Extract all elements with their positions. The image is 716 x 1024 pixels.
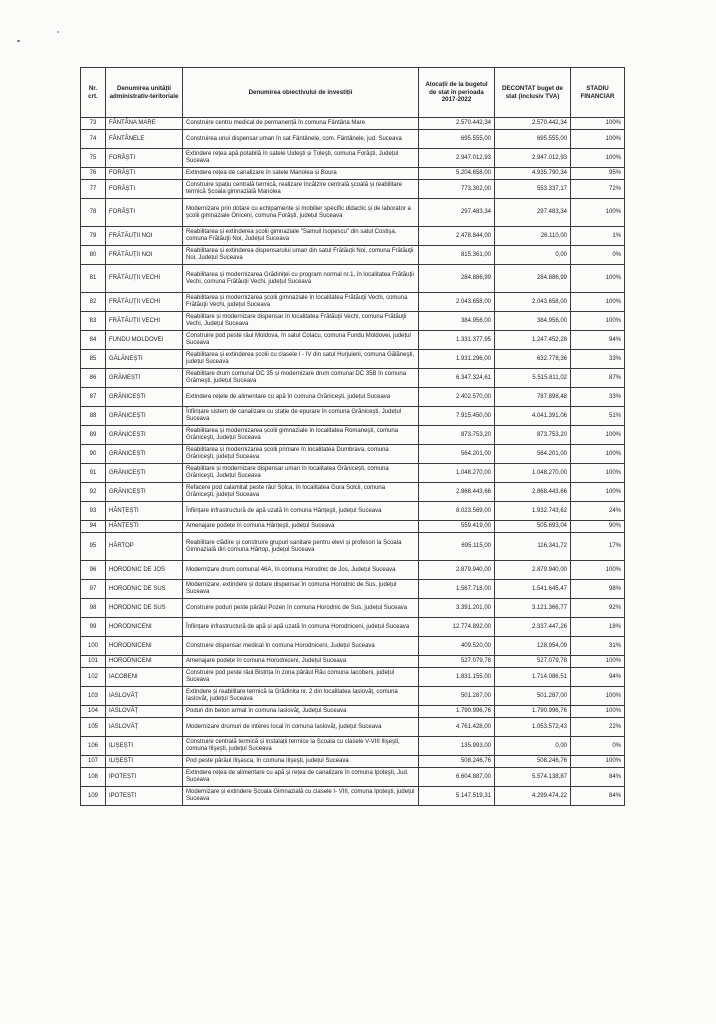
header-unitate: Denumirea unității administrativ-teritoriale (106, 68, 183, 118)
row-settled: 4.041.391,06 (495, 407, 571, 426)
row-unit-name: GRĂNICEȘTI (106, 407, 183, 426)
row-objective: Construire centru medical de permanență în comuna Fântâna Mare (183, 118, 419, 130)
row-unit-name: HORODNICENI (106, 637, 183, 656)
row-allocated: 1.048.270,00 (419, 464, 495, 483)
row-number: 92 (81, 483, 106, 502)
row-allocated: 409.520,00 (419, 637, 495, 656)
row-financial-status: 94% (571, 668, 625, 687)
row-settled: 2.868.443,66 (495, 483, 571, 502)
row-number: 97 (81, 580, 106, 599)
row-allocated: 5.147.519,31 (419, 787, 495, 806)
row-objective: Reabilitare drum comunal DC 35 și modernizare drum comunal DC 35B în comuna Grămeşti, județul Suceava (183, 369, 419, 388)
row-financial-status: 24% (571, 502, 625, 521)
row-number: 74 (81, 130, 106, 149)
row-financial-status: 100% (571, 756, 625, 768)
row-settled: 564.201,00 (495, 445, 571, 464)
row-allocated: 1.831.155,00 (419, 668, 495, 687)
table-row (81, 464, 625, 483)
row-number: 86 (81, 369, 106, 388)
row-unit-name: FRĂTĂUȚII VECHI (106, 312, 183, 331)
table-row (81, 718, 625, 737)
row-unit-name: GĂLĂNEȘTI (106, 350, 183, 369)
row-number: 99 (81, 618, 106, 637)
row-objective: Refacere pod calamitat peste râul Solca, în localitatea Gura Solcii, comuna Grăniceşti, județul Suceava (183, 483, 419, 502)
row-number: 83 (81, 312, 106, 331)
row-allocated: 695.555,00 (419, 130, 495, 149)
row-number: 101 (81, 656, 106, 668)
row-number: 100 (81, 637, 106, 656)
table-row (81, 502, 625, 521)
header-stadiu: STADIU FINANCIAR (571, 68, 625, 118)
row-objective: Reabilitarea și extinderea școlii gimnaziale "Samuil Isopescu" din satul Costişa, comuna Frătăuţii Noi, Județul Suceava (183, 227, 419, 246)
row-settled: 128.954,09 (495, 637, 571, 656)
row-objective: Construire centrală termică și instalații termice la Școala cu clasele V-VIII Ilişeşti, comuna Ilişeşti, județul Suceava (183, 737, 419, 756)
row-objective: Reabilitare și modernizare dispensar în localitatea Frătăuţii Vechi, comuna Frătăuţii Vechi, Județul Suceava (183, 312, 419, 331)
row-number: 81 (81, 265, 106, 293)
row-settled: 0,00 (495, 737, 571, 756)
row-settled: 1.790.996,76 (495, 706, 571, 718)
row-allocated: 815.361,00 (419, 246, 495, 265)
row-objective: Extindere și reabilitare termică la Grădinița nr. 2 din localitatea Iaslovăț, comuna Iaslovăț, județul Suceava (183, 687, 419, 706)
row-settled: 2.879.940,00 (495, 561, 571, 580)
row-unit-name: IACOBENI (106, 668, 183, 687)
row-settled: 501.287,00 (495, 687, 571, 706)
row-settled: 297.483,34 (495, 199, 571, 227)
table-row (81, 787, 625, 806)
row-financial-status: 100% (571, 464, 625, 483)
row-objective: Înființare infrastructură de apă și apă uzată în comuna Horodniceni, județul Suceava (183, 618, 419, 637)
table-row (81, 350, 625, 369)
row-allocated: 527.079,78 (419, 656, 495, 668)
row-number: 108 (81, 768, 106, 787)
row-unit-name: GRĂNICEȘTI (106, 388, 183, 407)
row-financial-status: 100% (571, 687, 625, 706)
table-row (81, 768, 625, 787)
row-objective: Poduri din beton armat în comuna Iaslovăț, Județul Suceava (183, 706, 419, 718)
row-objective: Pod peste pârâul Ilişasca, în comuna Ilişeşti, județul Suceava (183, 756, 419, 768)
row-number: 84 (81, 331, 106, 350)
row-unit-name: HORODNIC DE SUS (106, 580, 183, 599)
row-settled: 1.932.743,62 (495, 502, 571, 521)
row-settled: 1.247.452,28 (495, 331, 571, 350)
row-financial-status: 100% (571, 265, 625, 293)
row-settled: 1.714.086,51 (495, 668, 571, 687)
row-number: 76 (81, 168, 106, 180)
row-allocated: 135.993,00 (419, 737, 495, 756)
row-financial-status: 100% (571, 130, 625, 149)
row-number: 93 (81, 502, 106, 521)
row-unit-name: FUNDU MOLDOVEI (106, 331, 183, 350)
row-number: 109 (81, 787, 106, 806)
row-unit-name: HÂNȚEȘTI (106, 502, 183, 521)
header-decontat: DECONTAT buget de stat (inclusiv TVA) (495, 68, 571, 118)
table-row (81, 483, 625, 502)
row-objective: Extindere rețele de alimentare cu apă în comuna Grăniceşti, județul Suceava (183, 388, 419, 407)
table-row (81, 246, 625, 265)
row-financial-status: 31% (571, 637, 625, 656)
row-allocated: 297.483,34 (419, 199, 495, 227)
row-settled: 5.574.138,87 (495, 768, 571, 787)
row-allocated: 284.886,99 (419, 265, 495, 293)
row-unit-name: FÂNTÂNELE (106, 130, 183, 149)
table-row (81, 445, 625, 464)
table-row (81, 426, 625, 445)
row-financial-status: 51% (571, 407, 625, 426)
row-settled: 1.053.572,43 (495, 718, 571, 737)
row-objective: Reabilitarea și modernizarea școlii primare în localitatea Dumbrava, comuna Grăniceşti, județul Suceava (183, 445, 419, 464)
row-unit-name: HORODNIC DE JOS (106, 561, 183, 580)
row-allocated: 873.753,20 (419, 426, 495, 445)
table-row (81, 561, 625, 580)
row-settled: 2.337.447,26 (495, 618, 571, 637)
row-unit-name: FÂNTÂNA MARE (106, 118, 183, 130)
row-settled: 1.048.270,00 (495, 464, 571, 483)
header-alocatii: Alocații de la bugetul de stat în perioada 2017-2022 (419, 68, 495, 118)
row-objective: Construire pod peste râul Bistrița în zona pârâul Rău comuna Iacobeni, județul Suceava (183, 668, 419, 687)
row-number: 96 (81, 561, 106, 580)
row-number: 78 (81, 199, 106, 227)
row-financial-status: 98% (571, 580, 625, 599)
scan-speck (57, 31, 59, 33)
table-row (81, 618, 625, 637)
row-allocated: 1.331.377,95 (419, 331, 495, 350)
row-financial-status: 100% (571, 118, 625, 130)
row-unit-name: HÂNȚEȘTI (106, 521, 183, 533)
row-unit-name: IPOTEȘTI (106, 768, 183, 787)
row-settled: 384.956,00 (495, 312, 571, 331)
row-objective: Înființare sistem de canalizare cu stație de epurare în comuna Grăniceşti, Județul Suceava (183, 407, 419, 426)
row-unit-name: FORĂȘTI (106, 149, 183, 168)
row-number: 87 (81, 388, 106, 407)
row-unit-name: FORĂȘTI (106, 199, 183, 227)
row-number: 82 (81, 293, 106, 312)
investments-table (80, 67, 625, 806)
row-financial-status: 0% (571, 246, 625, 265)
header-obiectiv: Denumirea obiectivului de investiții (183, 68, 419, 118)
row-allocated: 6.604.887,00 (419, 768, 495, 787)
row-financial-status: 1% (571, 227, 625, 246)
row-number: 95 (81, 533, 106, 561)
row-settled: 632.778,36 (495, 350, 571, 369)
table-row (81, 180, 625, 199)
row-number: 79 (81, 227, 106, 246)
row-objective: Reabilitarea și modernizarea școlii gimnaziale în localitatea Frătăuţii Vechi, comuna Frătăuţii Vechi, județul Suceava (183, 293, 419, 312)
table-row (81, 637, 625, 656)
row-settled: 695.555,00 (495, 130, 571, 149)
table-row (81, 118, 625, 130)
row-financial-status: 72% (571, 180, 625, 199)
table-row (81, 737, 625, 756)
row-allocated: 773.302,00 (419, 180, 495, 199)
row-settled: 4.935.790,34 (495, 168, 571, 180)
row-financial-status: 33% (571, 350, 625, 369)
row-settled: 505.693,04 (495, 521, 571, 533)
row-unit-name: GRĂMEȘTI (106, 369, 183, 388)
row-number: 88 (81, 407, 106, 426)
table-row (81, 756, 625, 768)
row-settled: 0,00 (495, 246, 571, 265)
row-objective: Reabilitarea și modernizarea școlii gimnaziale în localitatea Romaneşti, comuna Grăniceşti, Județul Suceava (183, 426, 419, 445)
row-settled: 26.110,00 (495, 227, 571, 246)
row-number: 105 (81, 718, 106, 737)
row-number: 98 (81, 599, 106, 618)
row-financial-status: 100% (571, 426, 625, 445)
row-unit-name: GRĂNICEȘTI (106, 483, 183, 502)
row-financial-status: 100% (571, 149, 625, 168)
row-number: 106 (81, 737, 106, 756)
row-settled: 508.246,76 (495, 756, 571, 768)
table-row (81, 687, 625, 706)
table-row (81, 599, 625, 618)
row-objective: Înființare infrastructură de apă uzată în comuna Hânțeşti, județul Suceava (183, 502, 419, 521)
row-settled: 284.886,99 (495, 265, 571, 293)
row-unit-name: FRĂTĂUȚII VECHI (106, 293, 183, 312)
row-allocated: 2.868.443,66 (419, 483, 495, 502)
row-financial-status: 100% (571, 312, 625, 331)
table-row (81, 580, 625, 599)
table-row (81, 388, 625, 407)
row-number: 89 (81, 426, 106, 445)
row-objective: Reabilitarea și extinderea școlii cu clasele I - IV din satul Hurjuieni, comuna Gălăneşti, județul Suceava (183, 350, 419, 369)
table-row (81, 407, 625, 426)
row-financial-status: 100% (571, 561, 625, 580)
row-unit-name: IASLOVĂȚ (106, 687, 183, 706)
row-objective: Extindere rețea apă potabilă în satele Uideşti și Țoleşti, comuna Forăşti, Județul Suceava (183, 149, 419, 168)
row-unit-name: IASLOVĂȚ (106, 718, 183, 737)
row-unit-name: HORODNICENI (106, 656, 183, 668)
row-financial-status: 100% (571, 445, 625, 464)
row-unit-name: FORĂȘTI (106, 168, 183, 180)
row-number: 75 (81, 149, 106, 168)
table-row (81, 130, 625, 149)
row-number: 94 (81, 521, 106, 533)
row-allocated: 5.204.658,00 (419, 168, 495, 180)
row-objective: Construire pod peste râul Moldova, în satul Colacu, comuna Fundu Moldovei, județul Suceava (183, 331, 419, 350)
row-financial-status: 33% (571, 388, 625, 407)
row-unit-name: HORODNIC DE SUS (106, 599, 183, 618)
row-unit-name: FRĂTĂUȚII NOI (106, 246, 183, 265)
row-settled: 553.337,17 (495, 180, 571, 199)
row-settled: 116.341,72 (495, 533, 571, 561)
table-row (81, 293, 625, 312)
table-row (81, 227, 625, 246)
row-unit-name: FRĂTĂUȚII VECHI (106, 265, 183, 293)
row-number: 107 (81, 756, 106, 768)
row-number: 102 (81, 668, 106, 687)
row-allocated: 2.478.844,00 (419, 227, 495, 246)
table-row (81, 331, 625, 350)
row-allocated: 12.774.892,00 (419, 618, 495, 637)
row-allocated: 384.956,00 (419, 312, 495, 331)
row-allocated: 501.287,00 (419, 687, 495, 706)
table-row (81, 706, 625, 718)
table-row (81, 312, 625, 331)
table-row (81, 199, 625, 227)
row-allocated: 3.391.201,00 (419, 599, 495, 618)
row-financial-status: 92% (571, 599, 625, 618)
row-objective: Extindere rețea de alimentare cu apă și rețea de canalizare în comuna Ipoteşti, Jud. Suceava (183, 768, 419, 787)
row-number: 80 (81, 246, 106, 265)
row-number: 85 (81, 350, 106, 369)
row-financial-status: 100% (571, 483, 625, 502)
row-allocated: 695.115,00 (419, 533, 495, 561)
row-financial-status: 100% (571, 293, 625, 312)
row-allocated: 508.246,76 (419, 756, 495, 768)
row-objective: Modernizare drumuri de interes local în comuna Iaslovăț, județul Suceava (183, 718, 419, 737)
row-settled: 873.753,20 (495, 426, 571, 445)
row-financial-status: 18% (571, 618, 625, 637)
table-row (81, 369, 625, 388)
row-objective: Reabilitarea și extinderea dispensarului uman din satul Frătăuții Noi, comuna Frătăuţii Noi, Județul Suceava (183, 246, 419, 265)
table-row (81, 521, 625, 533)
row-objective: Construire dispensar medical în comuna Horodniceni, Județul Suceava (183, 637, 419, 656)
row-number: 90 (81, 445, 106, 464)
row-financial-status: 17% (571, 533, 625, 561)
row-financial-status: 0% (571, 737, 625, 756)
row-financial-status: 90% (571, 521, 625, 533)
row-settled: 2.947.012,93 (495, 149, 571, 168)
row-allocated: 2.570.442,34 (419, 118, 495, 130)
row-allocated: 2.947.012,93 (419, 149, 495, 168)
row-settled: 1.541.645,47 (495, 580, 571, 599)
row-financial-status: 87% (571, 369, 625, 388)
row-objective: Extindere rețea de canalizare în satele Manolea și Boura (183, 168, 419, 180)
table-row (81, 149, 625, 168)
row-unit-name: IASLOVĂȚ (106, 706, 183, 718)
row-objective: Construire poduri peste pârâul Pozen în comuna Horodnic de Sus, județul Suceava (183, 599, 419, 618)
row-unit-name: HÂRTOP (106, 533, 183, 561)
table-row (81, 168, 625, 180)
table-row (81, 265, 625, 293)
scan-speck (17, 40, 20, 42)
row-number: 103 (81, 687, 106, 706)
row-unit-name: GRĂNICEȘTI (106, 464, 183, 483)
row-settled: 5.515.811,02 (495, 369, 571, 388)
row-number: 73 (81, 118, 106, 130)
row-financial-status: 100% (571, 656, 625, 668)
row-settled: 2.043.658,00 (495, 293, 571, 312)
row-allocated: 2.043.658,00 (419, 293, 495, 312)
row-unit-name: IPOTEȘTI (106, 787, 183, 806)
row-allocated: 1.931.296,00 (419, 350, 495, 369)
row-financial-status: 84% (571, 768, 625, 787)
row-settled: 787.898,48 (495, 388, 571, 407)
row-allocated: 2.879.940,00 (419, 561, 495, 580)
row-allocated: 8.023.569,00 (419, 502, 495, 521)
row-objective: Modernizare drum comunal 46A, în comuna Horodnic de Jos, Județul Suceava (183, 561, 419, 580)
row-settled: 3.121.366,77 (495, 599, 571, 618)
row-allocated: 1.790.996,76 (419, 706, 495, 718)
row-unit-name: FRĂTĂUȚII NOI (106, 227, 183, 246)
row-objective: Amenajare podețe în comuna Hânțeşti, județul Suceava (183, 521, 419, 533)
row-unit-name: GRĂNICEȘTI (106, 426, 183, 445)
row-settled: 2.570.442,34 (495, 118, 571, 130)
row-unit-name: FORĂȘTI (106, 180, 183, 199)
table-body (81, 118, 625, 806)
row-unit-name: GRĂNICEȘTI (106, 445, 183, 464)
row-objective: Reabilitarea și modernizarea Grădiniței cu program normal nr.1, în localitatea Frătăuții Vechi, comuna Frătăuții Vechi, județul Suceava (183, 265, 419, 293)
row-number: 91 (81, 464, 106, 483)
header-nr: Nr. crt. (81, 68, 106, 118)
table-row (81, 668, 625, 687)
row-financial-status: 100% (571, 199, 625, 227)
row-objective: Modernizare, extindere și dotare dispensar în comuna Horodnic de Sus, județul Suceava (183, 580, 419, 599)
row-settled: 527.079,78 (495, 656, 571, 668)
row-allocated: 7.915.450,00 (419, 407, 495, 426)
table-row (81, 656, 625, 668)
row-allocated: 2.402.570,00 (419, 388, 495, 407)
row-financial-status: 22% (571, 718, 625, 737)
table-header-row (81, 68, 625, 118)
row-financial-status: 100% (571, 706, 625, 718)
row-allocated: 4.761.428,00 (419, 718, 495, 737)
row-objective: Construirea unui dispensar uman în sat Fântânele, com. Fântânele, jud. Suceava (183, 130, 419, 149)
row-allocated: 6.347.324,61 (419, 369, 495, 388)
row-unit-name: ILIȘEȘTI (106, 756, 183, 768)
row-number: 104 (81, 706, 106, 718)
row-allocated: 559.419,00 (419, 521, 495, 533)
row-objective: Construire spațiu centrală termică, realizare încălzire centrală școală și reabilitare termică Școala gimnazială Manolea (183, 180, 419, 199)
row-settled: 4.299.474,22 (495, 787, 571, 806)
row-objective: Reabilitare clădire și construire grupuri sanitare pentru elevi și profesori la Școala Gimnazială din comuna Hârtop, județul Suceava (183, 533, 419, 561)
row-unit-name: ILIȘEȘTI (106, 737, 183, 756)
row-allocated: 564.201,00 (419, 445, 495, 464)
row-financial-status: 84% (571, 787, 625, 806)
row-financial-status: 94% (571, 331, 625, 350)
row-financial-status: 95% (571, 168, 625, 180)
row-objective: Modernizare și extindere Școala Gimnazială cu clasele I- VIII, comuna Ipoteşti, județul Suceava (183, 787, 419, 806)
row-objective: Modernizare prin dotare cu echipamente și mobilier specific didactic și de laborator a școlii gimnaziale Oniceni, comuna Forăşti, județul Suceava (183, 199, 419, 227)
row-allocated: 1.567.718,00 (419, 580, 495, 599)
row-objective: Reabilitare și modernizare dispensar uman în localitatea Grănicești, comuna Grăniceşti, Județul Suceava (183, 464, 419, 483)
row-objective: Amenajare podețe în comuna Horodniceni, Județul Suceava (183, 656, 419, 668)
row-unit-name: HORODNICENI (106, 618, 183, 637)
row-number: 77 (81, 180, 106, 199)
table-row (81, 533, 625, 561)
